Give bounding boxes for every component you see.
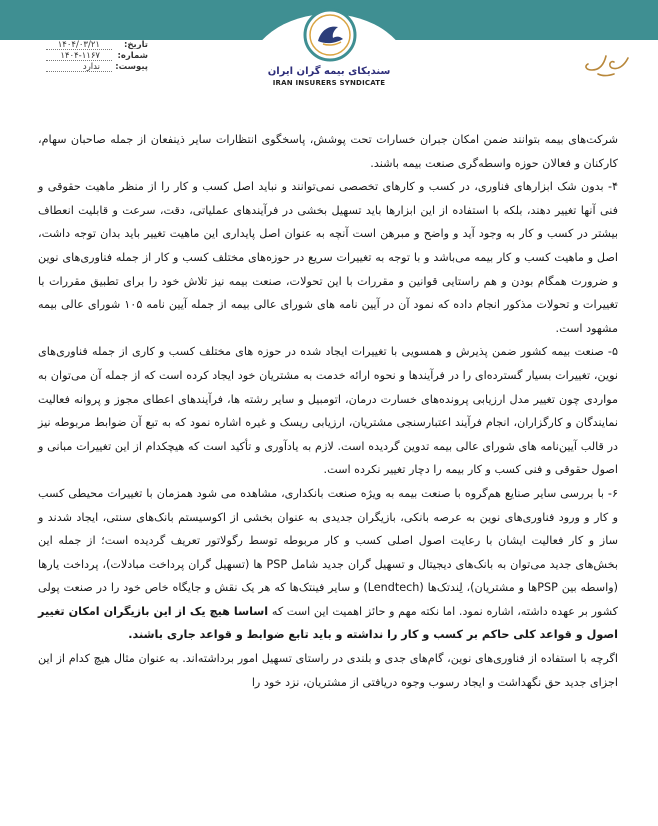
org-name-fa: سندیکای بیمه گران ایران [267,66,391,77]
paragraph: شرکت‌های بیمه بتوانند ضمن امکان جبران خسارات تحت پوشش، پاسخگوی انتظارات سایر ذینفعان از جمله صاحبان سهام، کارکنان و فعالان حوزه واسطه‌گری صنعت بیمه باشند. [38,133,618,170]
emphasized-text: اساسا هیچ یک از این بازیگران امکان تغییر اصول و قواعد کلی حاکم بر کسب و کار را نداشته و باید تابع ضوابط و قواعد جاری باشند. [38,604,618,642]
meta-number-row [18,51,148,62]
date-value: ۱۴۰۴/۰۳/۲۱ [57,40,100,50]
document-meta [18,40,148,73]
date-label: تاریخ: [124,40,148,50]
paragraph: ۵- صنعت بیمه کشور ضمن پذیرش و همسویی با تغییرات ایجاد شده در حوزه های مختلف کسب و کاری از جمله فناوری‌های نوین، تغییرات بسیار گسترده‌ای را در فرآیندها و نحوه ارائه خدمت به مشتریان خود ایجاد کرده است که از جمله آن می‌توان به مواردی چون تغییر مدل ارزیابی پرونده‌های خسارت درمان، اتومبیل و سایر رشته ها، فرآیندهای اعطای مجوز و پروانه فعالیت نمایندگان و کارگزاران، انجام فرآیند اعتبارسنجی مشتریان، ارزیابی ریسک و غیره اشاره نمود که به تبع آن ضوابط مربوطه نیز در قالب آیین‌نامه های شورای عالی بیمه تدوین گردیده است. لازم به یادآوری و تأکید است که هیچکدام از این تغییرات مبانی و اصول حقوقی و فنی کسب و کار بیمه را دچار تغییر نکرده است. [38,345,618,477]
meta-attachment-row [18,62,148,73]
paragraph: اگرچه با استفاده از فناوری‌های نوین، گام‌های جدی و بلندی در راستای تسهیل امور برداشته‌اند. به عنوان مثال هیچ کدام از این اجزای جدید حق نگهداشت و ایجاد رسوب وجوه دریافتی از مشتریان، نزد خود را [38,652,618,689]
meta-date-row [18,40,148,51]
number-value: ۱۴۰۴-۱۱۶۷ [60,51,100,61]
attachment-label: پیوست: [115,62,148,72]
secretary-general-signature [578,44,638,84]
paragraph [38,482,618,647]
paragraph-text: ۶- با بررسی سایر صنایع هم‌گروه با صنعت بیمه به ویژه صنعت بانکداری، مشاهده می شود همزمان با تغییرات محیطی کسب و کار و ورود فناوری‌های نوین به عرصه بانکی، بازیگران جدیدی به عنوان بخشی از اکوسیستم بانک‌های سنتی، ایجاد شدند و ساز و کار فعالیت ایشان با رعایت اصول اصلی کسب و کار مربوطه توسط رگولاتور تعریف گردیده است؛ از جمله این بخش‌های جدید می‌توان به بانک‌های دیجیتال و تسهیل گران جدید شامل PSP ها (تسهیل گران پرداخت مبادلات)، پرداخت یارها (واسطه بین PSP‌ها و مشتریان)، لِندتک‌ها (Lendtech) و سایر فینتک‌ها که هر یک نقش و جایگاه خاص خود را در صنعت پولی کشور بر عهده داشته، اشاره نمود. اما نکته مهم و حائز اهمیت این است که [38,486,619,618]
attachment-value: ندارد [82,62,100,72]
number-label: شماره: [117,51,148,61]
paragraph: ۴- بدون شک ابزارهای فناوری، در کسب و کارهای تخصصی نمی‌توانند و نباید اصل کسب و کار را از منظر ماهیت حقوقی و فنی آنها تغییر دهند، بلکه با استفاده از این ابزارها باید تسهیل بخشی در فرآیندهای عملیاتی، دقت، سرعت و قابلیت انعطاف بیشتر در کسب و کار به وجود آید و واضح و مبرهن است آنچه به عنوان اصل پایداری این ماهیت تغییر باید بدان توجه داشت، اصل و ماهیت کسب و کار بیمه می‌باشد و با توجه به تغییرات سریع در حوزه‌های مختلف کسب و کار از جمله فناوری‌های نوین و ضرورت همگام بودن و هم راستایی قوانین و مقررات با این تحولات، صنعت بیمه نیز تلاش خود را برای تطبیق مقررات با تغییرات و تحولات مذکور انجام داده که نمود آن در آیین نامه های شورای عالی بیمه از جمله آیین نامه ۱۰۵ شورای عالی بیمه مشهود است. [38,180,618,335]
letter-body [38,128,618,694]
org-name-en: IRAN INSURERS SYNDICATE [272,79,386,87]
insurers-syndicate-emblem-icon [303,8,357,62]
